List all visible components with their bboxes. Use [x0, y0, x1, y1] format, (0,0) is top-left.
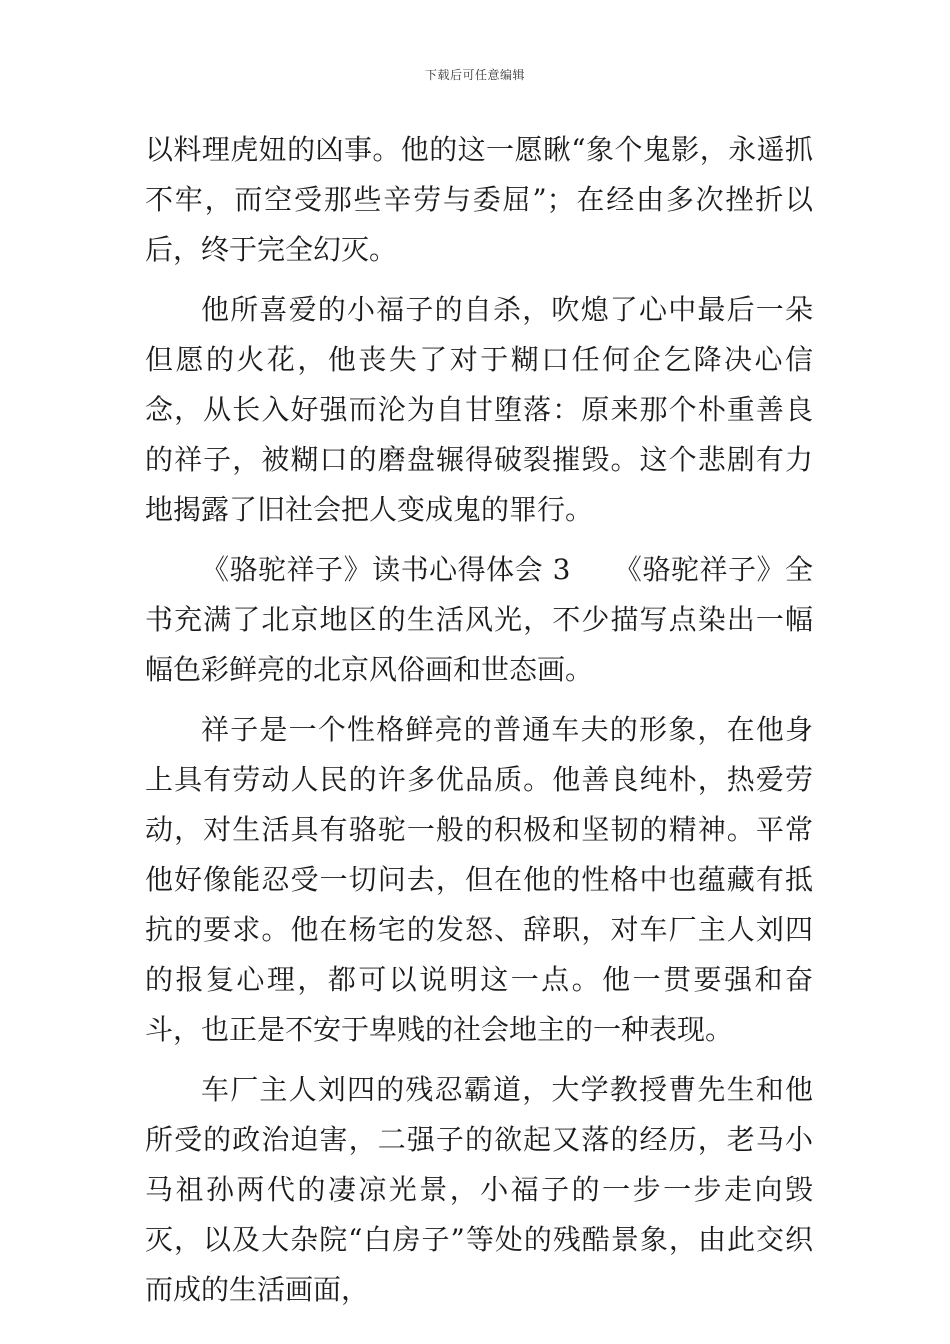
document-body	[145, 125, 813, 1325]
paragraph-5: 车厂主人刘四的残忍霸道，大学教授曹先生和他所受的政治迫害，二强子的欲起又落的经历，老马小马祖孙两代的凄凉光景，小福子的一步一步走向毁灭，以及大杂院“白房子”等处的残酷景象，由此交织而成的生活画面，	[145, 1073, 813, 1306]
page-header: 下载后可任意编辑	[424, 68, 525, 82]
paragraph-4: 祥子是一个性格鲜亮的普通车夫的形象，在他身上具有劳动人民的许多优品质。他善良纯朴，热爱劳动，对生活具有骆驼一般的积极和坚韧的精神。平常他好像能忍受一切问去，但在他的性格中也蕴藏有抵抗的要求。他在杨宅的发怒、辞职，对车厂主人刘四的报复心理，都可以说明这一点。他一贯要强和奋斗，也正是不安于卑贱的社会地主的一种表现。	[145, 713, 813, 1046]
paragraph-3: 《骆驼祥子》读书心得体会 3 《骆驼祥子》全书充满了北京地区的生活风光，不少描写点染出一幅幅色彩鲜亮的北京风俗画和世态画。	[145, 553, 813, 686]
paragraph-2: 他所喜爱的小福子的自杀，吹熄了心中最后一朵但愿的火花，他丧失了对于糊口任何企乞降决心信念，从长入好强而沦为自甘堕落：原来那个朴重善良的祥子，被糊口的磨盘辗得破裂摧毁。这个悲剧有力地揭露了旧社会把人变成鬼的罪行。	[145, 293, 813, 526]
paragraph-1: 以料理虎妞的凶事。他的这一愿瞅“象个鬼影，永遥抓不牢，而空受那些辛劳与委屈”；在经由多次挫折以后，终于完全幻灭。	[145, 133, 813, 266]
